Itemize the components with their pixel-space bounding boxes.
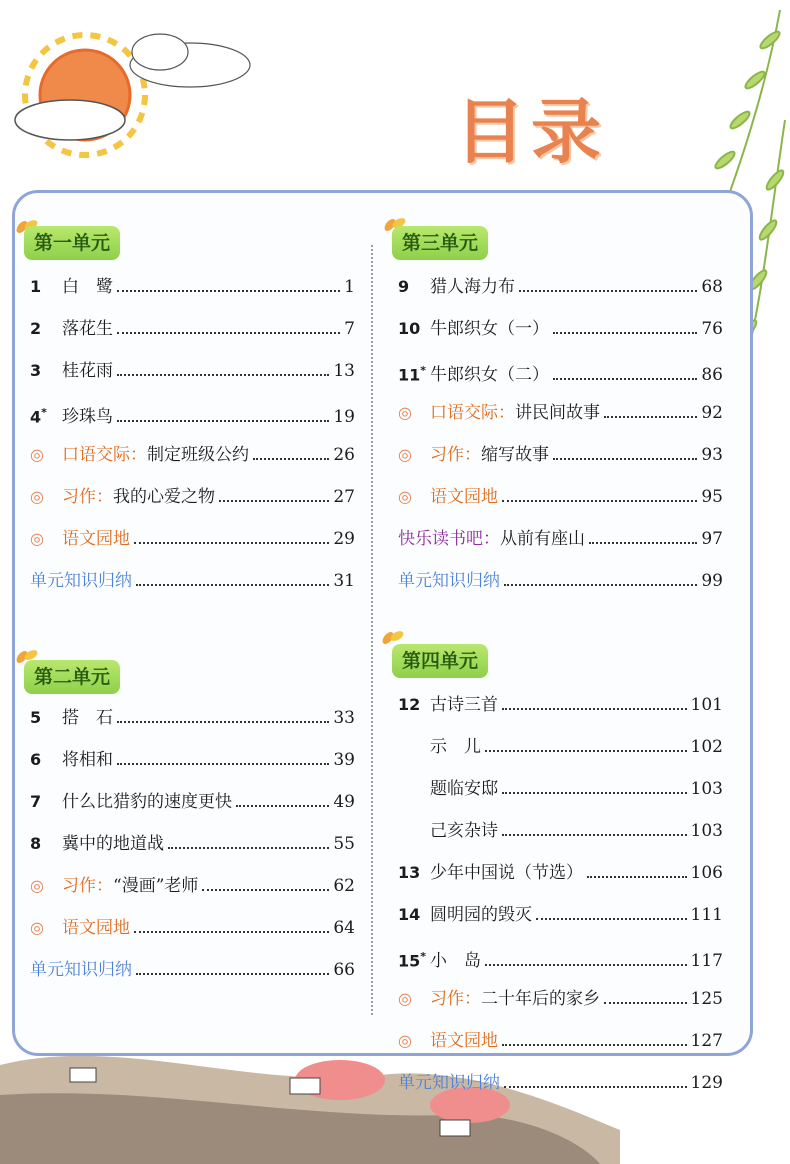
dot-leader <box>168 846 329 849</box>
unit-header-3: 第三单元 <box>392 226 488 260</box>
toc-entry[interactable] <box>30 745 355 775</box>
toc-entry[interactable] <box>398 1026 723 1056</box>
bullet-icon: ◎ <box>398 487 412 506</box>
section-label: 口语交际： <box>62 445 147 465</box>
lesson-number-text: 15 <box>398 951 421 971</box>
dot-leader <box>502 1043 687 1046</box>
entry-title: 猎人海力布 <box>430 277 515 297</box>
toc-entry[interactable] <box>30 829 355 859</box>
dot-leader <box>504 1085 687 1088</box>
page-number: 76 <box>701 319 723 339</box>
page-number: 129 <box>690 1073 723 1093</box>
optional-marker: * <box>420 364 427 377</box>
toc-entry[interactable] <box>30 524 355 554</box>
column-divider <box>371 245 373 1015</box>
toc-entry[interactable] <box>398 900 723 930</box>
page-number: 103 <box>690 821 723 841</box>
dot-leader <box>553 457 697 460</box>
lesson-number <box>30 787 62 817</box>
page-number: 33 <box>333 708 355 728</box>
page-number: 127 <box>690 1031 723 1051</box>
lesson-number <box>30 314 62 344</box>
section-label: 习作： <box>62 487 113 507</box>
toc-entry[interactable] <box>30 703 355 733</box>
dot-leader <box>117 419 329 422</box>
toc-entry[interactable] <box>398 774 723 804</box>
dot-leader <box>502 707 687 710</box>
entry-title: 落花生 <box>62 319 113 339</box>
entry-title: 示 儿 <box>430 737 481 757</box>
page-number: 95 <box>701 487 723 507</box>
bullet-icon: ◎ <box>30 918 44 937</box>
dot-leader <box>117 762 329 765</box>
section-label: 语文园地 <box>62 529 130 549</box>
section-label: 语文园地 <box>62 918 130 938</box>
lesson-number-text: 5 <box>30 708 42 727</box>
entry-title: 将相和 <box>62 750 113 770</box>
page-number: 62 <box>333 876 355 896</box>
page-number: 102 <box>690 737 723 757</box>
toc-entry[interactable] <box>398 690 723 720</box>
section-label: 语文园地 <box>430 1031 498 1051</box>
lesson-number <box>30 398 62 432</box>
dot-leader <box>136 972 329 975</box>
entry-title: 制定班级公约 <box>147 445 249 465</box>
entry-title: 小 岛 <box>430 951 481 972</box>
entry-title: 圆明园的毁灭 <box>430 905 532 925</box>
entry-title: “漫画”老师 <box>113 876 199 896</box>
dot-leader <box>134 930 329 933</box>
entry-title: 我的心爱之物 <box>113 487 215 507</box>
dot-leader <box>485 963 687 966</box>
toc-entry[interactable] <box>398 356 723 386</box>
lesson-number-text: 1 <box>30 277 42 296</box>
dot-leader <box>604 1001 687 1004</box>
unit-header-1: 第一单元 <box>24 226 120 260</box>
dot-leader <box>202 888 329 891</box>
bullet-icon: ◎ <box>398 1031 412 1050</box>
optional-marker: * <box>41 406 47 419</box>
page-number: 111 <box>690 905 723 925</box>
section-label: 快乐读书吧： <box>398 529 500 549</box>
toc-entry[interactable] <box>30 440 355 470</box>
toc-entry[interactable] <box>398 440 723 470</box>
page-number: 31 <box>333 571 355 591</box>
page-number: 19 <box>333 407 355 428</box>
section-label: 单元知识归纳 <box>398 1073 500 1093</box>
page-number: 68 <box>701 277 723 297</box>
page-number: 97 <box>701 529 723 549</box>
lesson-number <box>398 858 430 888</box>
page-number: 106 <box>690 863 723 883</box>
section-label: 口语交际： <box>430 403 515 423</box>
toc-entry[interactable] <box>398 482 723 512</box>
bullet-icon: ◎ <box>30 876 44 895</box>
entry-title: 讲民间故事 <box>515 403 600 423</box>
page-number: 49 <box>333 792 355 812</box>
unit-header-2: 第二单元 <box>24 660 120 694</box>
entry-title: 什么比猎豹的速度更快 <box>62 792 232 812</box>
dot-leader <box>117 289 340 292</box>
entry-title: 少年中国说（节选） <box>430 863 583 883</box>
toc-entry[interactable] <box>30 482 355 512</box>
bullet-icon: ◎ <box>30 487 44 506</box>
dot-leader <box>502 791 687 794</box>
toc-entry[interactable] <box>398 984 723 1014</box>
toc-entry[interactable] <box>398 524 723 554</box>
lesson-number <box>30 829 62 859</box>
lesson-number <box>398 900 430 930</box>
entry-title: 二十年后的家乡 <box>481 989 600 1009</box>
entry-title: 搭 石 <box>62 708 113 728</box>
dot-leader <box>117 331 340 334</box>
dot-leader <box>502 499 697 502</box>
toc-entry[interactable] <box>398 942 723 972</box>
lesson-number-text: 3 <box>30 361 42 380</box>
lesson-number <box>30 356 62 386</box>
dot-leader <box>136 583 329 586</box>
page-number: 1 <box>344 277 355 297</box>
lesson-number <box>30 703 62 733</box>
dot-leader <box>587 875 687 878</box>
lesson-number-text: 8 <box>30 834 42 853</box>
entry-title: 牛郎织女（一） <box>430 319 549 339</box>
page-number: 29 <box>333 529 355 549</box>
lesson-number-text: 11 <box>398 365 421 385</box>
lesson-number-text: 13 <box>398 863 421 882</box>
optional-marker: * <box>420 950 427 963</box>
page-number: 125 <box>690 989 723 1009</box>
entry-title: 桂花雨 <box>62 361 113 381</box>
page-number: 13 <box>333 361 355 381</box>
toc-entry[interactable] <box>30 913 355 943</box>
entry-title: 从前有座山 <box>500 529 585 549</box>
section-label: 单元知识归纳 <box>30 571 132 591</box>
toc-entry[interactable] <box>30 398 355 428</box>
lesson-number <box>398 942 430 976</box>
page-number: 99 <box>701 571 723 591</box>
dot-leader <box>604 415 697 418</box>
section-label: 习作： <box>430 445 481 465</box>
entry-title: 己亥杂诗 <box>430 821 498 841</box>
lesson-number <box>30 745 62 775</box>
entry-title: 牛郎织女（二） <box>430 365 549 386</box>
dot-leader <box>117 720 329 723</box>
section-label: 习作： <box>430 989 481 1009</box>
lesson-number-text: 4 <box>30 407 42 427</box>
dot-leader <box>219 499 329 502</box>
lesson-number <box>30 272 62 302</box>
lesson-number-text: 7 <box>30 792 42 811</box>
toc-entry[interactable] <box>398 858 723 888</box>
dot-leader <box>553 331 697 334</box>
lesson-number-text: 14 <box>398 905 421 924</box>
lesson-number-text: 10 <box>398 319 421 338</box>
section-label: 单元知识归纳 <box>30 960 132 980</box>
lesson-number <box>398 314 430 344</box>
page-number: 55 <box>333 834 355 854</box>
page-number: 92 <box>701 403 723 423</box>
dot-leader <box>553 377 697 380</box>
page-number: 66 <box>333 960 355 980</box>
dot-leader <box>589 541 697 544</box>
entry-title: 古诗三首 <box>430 695 498 715</box>
page-number: 101 <box>690 695 723 715</box>
toc-entry[interactable] <box>30 787 355 817</box>
section-label: 语文园地 <box>430 487 498 507</box>
toc-entry[interactable] <box>398 566 723 596</box>
dot-leader <box>504 583 697 586</box>
page-number: 93 <box>701 445 723 465</box>
page-number: 64 <box>333 918 355 938</box>
dot-leader <box>519 289 697 292</box>
page-number: 103 <box>690 779 723 799</box>
dot-leader <box>536 917 687 920</box>
toc-entry[interactable] <box>30 871 355 901</box>
entry-title: 珍珠鸟 <box>62 407 113 428</box>
toc-entry[interactable] <box>30 566 355 596</box>
unit-header-4: 第四单元 <box>392 644 488 678</box>
lesson-number-text: 9 <box>398 277 410 296</box>
entry-title: 白 鹭 <box>62 277 113 297</box>
page-number: 39 <box>333 750 355 770</box>
toc-entry[interactable] <box>398 732 723 762</box>
lesson-number-text: 2 <box>30 319 42 338</box>
toc-entry[interactable] <box>30 272 355 302</box>
dot-leader <box>485 749 687 752</box>
toc-entry[interactable] <box>398 398 723 428</box>
page-title: 目录 <box>455 91 607 173</box>
dot-leader <box>253 457 329 460</box>
section-label: 单元知识归纳 <box>398 571 500 591</box>
entry-title: 冀中的地道战 <box>62 834 164 854</box>
bullet-icon: ◎ <box>398 445 412 464</box>
toc-entry[interactable] <box>30 955 355 985</box>
lesson-number <box>398 690 430 720</box>
dot-leader <box>134 541 329 544</box>
page-number: 26 <box>333 445 355 465</box>
lesson-number-text: 6 <box>30 750 42 769</box>
bullet-icon: ◎ <box>30 445 44 464</box>
entry-title: 题临安邸 <box>430 779 498 799</box>
toc-entry[interactable] <box>398 272 723 302</box>
dot-leader <box>236 804 329 807</box>
lesson-number-text: 12 <box>398 695 421 714</box>
entry-title: 缩写故事 <box>481 445 549 465</box>
lesson-number <box>398 272 430 302</box>
toc-entry[interactable] <box>30 314 355 344</box>
dot-leader <box>502 833 687 836</box>
dot-leader <box>117 373 329 376</box>
toc-entry[interactable] <box>398 1068 723 1098</box>
bullet-icon: ◎ <box>398 403 412 422</box>
page-number: 7 <box>344 319 355 339</box>
page-number: 117 <box>690 951 723 972</box>
toc-entry[interactable] <box>30 356 355 386</box>
bullet-icon: ◎ <box>30 529 44 548</box>
lesson-number <box>398 356 430 390</box>
page-number: 86 <box>701 365 723 386</box>
toc-entry[interactable] <box>398 816 723 846</box>
section-label: 习作： <box>62 876 113 896</box>
bullet-icon: ◎ <box>398 989 412 1008</box>
page-number: 27 <box>333 487 355 507</box>
toc-entry[interactable] <box>398 314 723 344</box>
